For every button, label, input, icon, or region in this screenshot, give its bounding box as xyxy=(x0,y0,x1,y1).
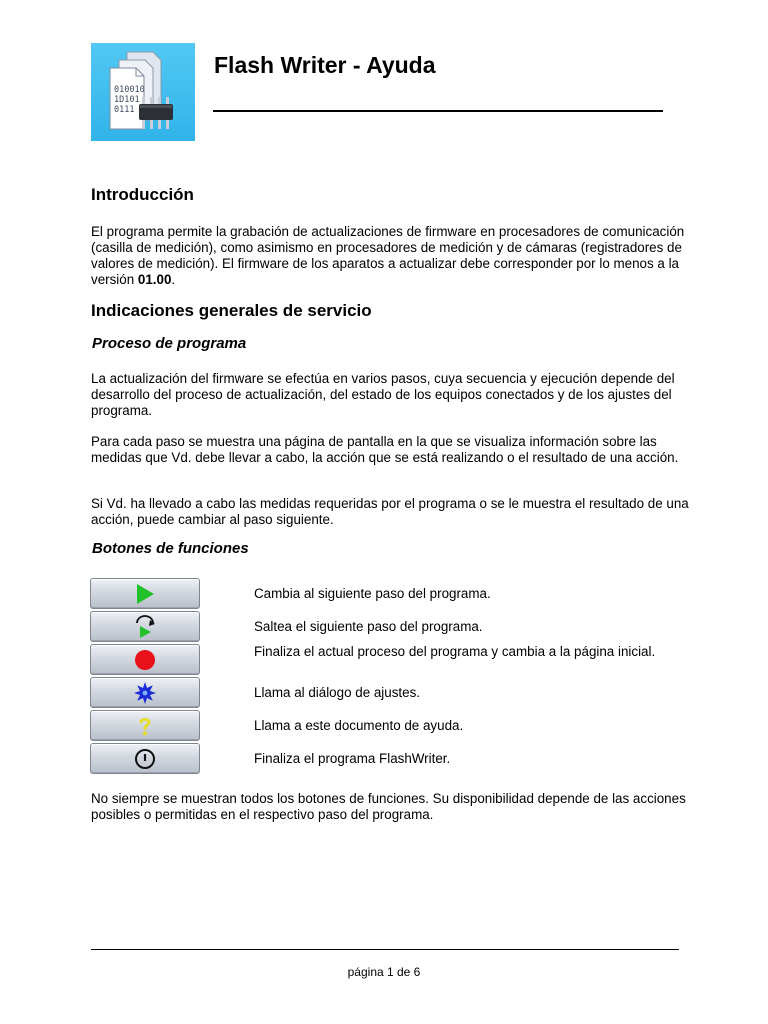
exit-description: Finaliza el programa FlashWriter. xyxy=(254,751,451,766)
footer-divider xyxy=(91,949,679,950)
help-button xyxy=(90,710,200,741)
play-icon xyxy=(133,582,157,606)
process-paragraph-1: La actualización del firmware se efectúa en varios pasos, cuya secuencia y ejecución depende del desarrollo del proceso de actualización, del estado de los equipos conectados y de los ajustes del programa. xyxy=(91,371,675,418)
exit-button xyxy=(90,743,200,774)
process-heading: Proceso de programa xyxy=(92,335,247,352)
settings-description: Llama al diálogo de ajustes. xyxy=(254,685,421,700)
function-buttons-heading: Botones de funciones xyxy=(92,540,249,557)
power-icon xyxy=(133,747,157,771)
next-step-button xyxy=(90,578,200,609)
intro-heading: Introducción xyxy=(91,185,194,204)
document-title: Flash Writer - Ayuda xyxy=(214,52,436,78)
flash-writer-logo xyxy=(91,43,195,141)
settings-button xyxy=(90,677,200,708)
intro-text: El programa permite la grabación de actualizaciones de firmware en procesadores de comunicación (casilla de medición), como asimismo en procesadores de medición y de cámaras (registradores de valores de medición). El firmware de los aparatos a actualizar debe corresponder por lo menos a la versión xyxy=(91,224,685,287)
process-paragraph-3: Si Vd. ha llevado a cabo las medidas requeridas por el programa o se le muestra el resultado de una acción, puede cambiar al paso siguiente. xyxy=(91,496,689,527)
skip-icon xyxy=(133,614,157,640)
intro-paragraph xyxy=(91,224,691,288)
page-number: página 1 de 6 xyxy=(347,965,421,979)
title-divider xyxy=(213,110,663,112)
stop-process-button xyxy=(90,644,200,675)
help-icon xyxy=(133,714,157,738)
process-paragraph-2: Para cada paso se muestra una página de pantalla en la que se visualiza información sobre las medidas que Vd. debe llevar a cabo, la acción que se está realizando o el resultado de una acción. xyxy=(91,434,679,465)
skip-step-description: Saltea el siguiente paso del programa. xyxy=(254,619,483,634)
settings-icon xyxy=(133,681,157,705)
firmware-version: 01.00 xyxy=(137,272,172,287)
intro-text-end: . xyxy=(171,272,176,287)
help-description: Llama a este documento de ayuda. xyxy=(254,718,464,733)
svg-text:010010: 010010 xyxy=(114,85,145,95)
svg-text:0111: 0111 xyxy=(114,105,135,115)
stop-process-description: Finaliza el actual proceso del programa y cambia a la página inicial. xyxy=(254,644,656,659)
skip-step-button xyxy=(90,611,200,642)
stop-icon xyxy=(133,648,157,672)
next-step-description: Cambia al siguiente paso del programa. xyxy=(254,586,491,601)
function-buttons-note: No siempre se muestran todos los botones de funciones. Su disponibilidad depende de las acciones posibles o permitidas en el respectivo paso del programa. xyxy=(91,791,686,822)
svg-text:1D101: 1D101 xyxy=(114,95,140,105)
general-heading: Indicaciones generales de servicio xyxy=(91,301,372,320)
